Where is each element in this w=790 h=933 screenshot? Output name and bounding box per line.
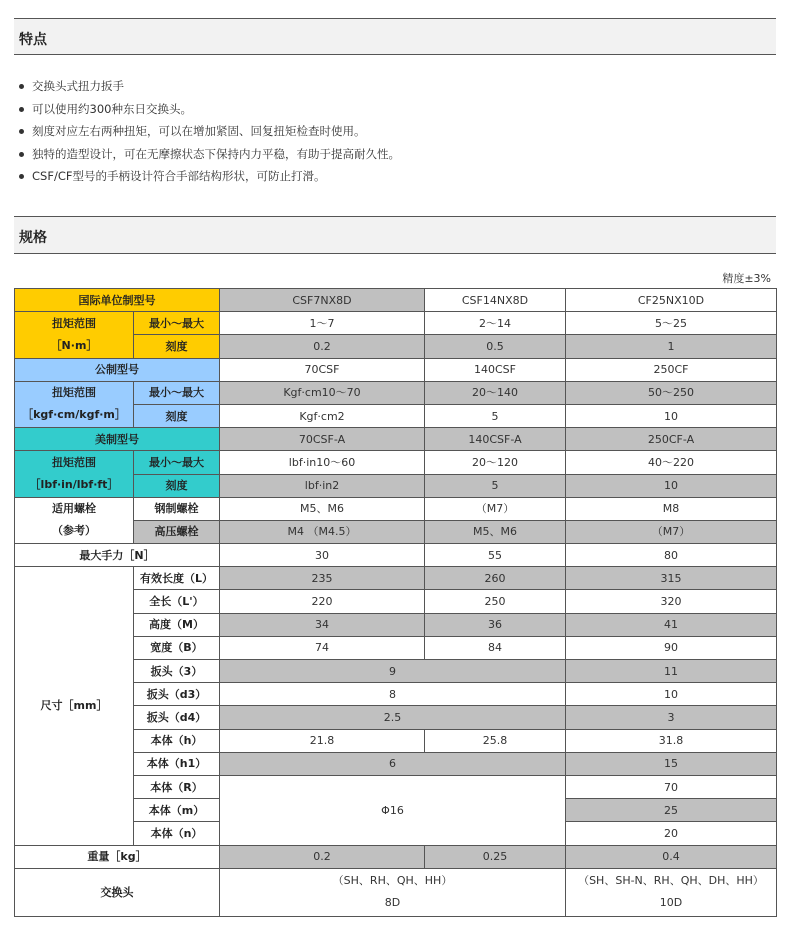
- table-cell: 10: [566, 474, 777, 497]
- table-cell: 10: [566, 404, 777, 427]
- table-cell: 8: [220, 683, 566, 706]
- table-cell: （M7）: [425, 497, 566, 520]
- features-section-header: [14, 18, 776, 55]
- exchange-cell-8d: [220, 868, 566, 916]
- table-cell: 41: [566, 613, 777, 636]
- unit-label-text: ［lbf·in/lbf·ft］: [29, 478, 119, 491]
- table-cell: M5、M6: [425, 520, 566, 543]
- table-cell: CF25NX10D: [566, 289, 777, 312]
- table-cell: 250CF-A: [566, 428, 777, 451]
- si-range-label: [15, 312, 134, 358]
- table-row: [15, 289, 777, 312]
- table-cell: 1～7: [220, 312, 425, 335]
- dim-label: 本体（n）: [134, 822, 220, 845]
- dim-label: 扳头（3）: [134, 660, 220, 683]
- dim-label: 本体（h1）: [134, 752, 220, 775]
- feature-item: 可以使用约300种东日交换头。: [14, 101, 400, 124]
- table-cell: 2.5: [220, 706, 566, 729]
- range-label-text: 扭矩范围: [52, 386, 96, 400]
- unit-label-text: ［N·m］: [50, 338, 98, 352]
- weight-label: 重量［kg］: [15, 845, 220, 868]
- table-cell: 30: [220, 544, 425, 567]
- bolt-ref-text: （参考）: [52, 524, 96, 538]
- us-model-label: 美制型号: [15, 428, 220, 451]
- table-cell: 3: [566, 706, 777, 729]
- table-cell: 55: [425, 544, 566, 567]
- dim-label: 扳头（d4）: [134, 706, 220, 729]
- metric-model-label: 公制型号: [15, 358, 220, 381]
- grad-label: 刻度: [134, 335, 220, 358]
- table-cell: 74: [220, 636, 425, 659]
- table-row: [15, 428, 777, 451]
- us-range-label: [15, 451, 134, 497]
- table-cell: 10: [566, 683, 777, 706]
- dim-label: 全长（L'）: [134, 590, 220, 613]
- exchange-size-text: 8D: [384, 896, 401, 910]
- table-cell: 140CSF-A: [425, 428, 566, 451]
- table-cell: 84: [425, 636, 566, 659]
- minmax-label: 最小～最大: [134, 381, 220, 404]
- dim-label: 本体（h）: [134, 729, 220, 752]
- dim-label: 宽度（B）: [134, 636, 220, 659]
- dim-label: 高度（M）: [134, 613, 220, 636]
- table-cell: 40～220: [566, 451, 777, 474]
- table-cell: 315: [566, 567, 777, 590]
- table-cell: Kgf·cm2: [220, 404, 425, 427]
- table-cell: Kgf·cm10～70: [220, 381, 425, 404]
- bolt-label-text: 适用螺栓: [52, 502, 96, 516]
- table-cell: 21.8: [220, 729, 425, 752]
- table-cell: 6: [220, 752, 566, 775]
- exchange-label: 交换头: [15, 868, 220, 916]
- exchange-heads-text: （SH、RH、QH、HH）: [332, 874, 453, 888]
- table-cell: 25: [566, 799, 777, 822]
- table-cell: 25.8: [425, 729, 566, 752]
- metric-range-label: [15, 381, 134, 427]
- specs-section-header: [14, 216, 776, 254]
- table-cell: 0.4: [566, 845, 777, 868]
- steel-bolt-label: 钢制螺栓: [134, 497, 220, 520]
- table-cell: 250: [425, 590, 566, 613]
- table-cell: 250CF: [566, 358, 777, 381]
- table-cell: 70CSF-A: [220, 428, 425, 451]
- table-cell: 90: [566, 636, 777, 659]
- table-cell: 2～14: [425, 312, 566, 335]
- max-force-label: 最大手力［N］: [15, 544, 220, 567]
- table-cell: 15: [566, 752, 777, 775]
- range-label-text: 扭矩范围: [52, 316, 96, 330]
- table-cell: 31.8: [566, 729, 777, 752]
- dim-label: 本体（R）: [134, 775, 220, 798]
- dim-label: 有效长度（L）: [134, 567, 220, 590]
- table-row: [15, 451, 777, 474]
- table-cell: CSF14NX8D: [425, 289, 566, 312]
- exchange-heads-text: （SH、SH-N、RH、QH、DH、HH）: [578, 874, 764, 888]
- table-cell: 50～250: [566, 381, 777, 404]
- table-cell: M5、M6: [220, 497, 425, 520]
- table-cell: 0.25: [425, 845, 566, 868]
- dims-label: 尺寸［mm］: [15, 567, 134, 845]
- table-cell: 220: [220, 590, 425, 613]
- feature-list: [14, 78, 400, 191]
- dim-label: 扳头（d3）: [134, 683, 220, 706]
- exchange-size-text: 10D: [659, 896, 683, 910]
- table-cell: 235: [220, 567, 425, 590]
- table-cell: lbf·in2: [220, 474, 425, 497]
- table-cell: 0.5: [425, 335, 566, 358]
- grad-label: 刻度: [134, 474, 220, 497]
- precision-note: 精度±3%: [722, 272, 771, 285]
- table-cell: 5～25: [566, 312, 777, 335]
- table-cell: Φ16: [220, 775, 566, 845]
- feature-item: CSF/CF型号的手柄设计符合手部结构形状，可防止打滑。: [14, 168, 400, 191]
- table-row: [15, 544, 777, 567]
- table-cell: 20～140: [425, 381, 566, 404]
- specs-title: 规格: [19, 230, 47, 246]
- feature-item: 交换头式扭力扳手: [14, 78, 400, 101]
- feature-item: 独特的造型设计，可在无摩擦状态下保持内力平稳，有助于提高耐久性。: [14, 146, 400, 169]
- table-cell: lbf·in10～60: [220, 451, 425, 474]
- bolt-label: [15, 497, 134, 543]
- table-row: [15, 868, 777, 916]
- table-cell: 34: [220, 613, 425, 636]
- table-cell: 0.2: [220, 845, 425, 868]
- table-row: [15, 567, 777, 590]
- table-cell: 140CSF: [425, 358, 566, 381]
- table-cell: 260: [425, 567, 566, 590]
- table-cell: 320: [566, 590, 777, 613]
- dim-label: 本体（m）: [134, 799, 220, 822]
- table-row: [15, 312, 777, 335]
- table-cell: 70CSF: [220, 358, 425, 381]
- table-cell: 36: [425, 613, 566, 636]
- table-cell: 5: [425, 404, 566, 427]
- exchange-cell-10d: [566, 868, 777, 916]
- hp-bolt-label: 高压螺栓: [134, 520, 220, 543]
- table-row: [15, 497, 777, 520]
- table-row: [15, 358, 777, 381]
- grad-label: 刻度: [134, 404, 220, 427]
- table-row: [15, 845, 777, 868]
- minmax-label: 最小～最大: [134, 451, 220, 474]
- table-cell: CSF7NX8D: [220, 289, 425, 312]
- table-cell: M8: [566, 497, 777, 520]
- si-model-label: 国际单位制型号: [15, 289, 220, 312]
- features-title: 特点: [19, 32, 47, 48]
- minmax-label: 最小～最大: [134, 312, 220, 335]
- table-cell: 80: [566, 544, 777, 567]
- feature-item: 刻度对应左右两种扭矩，可以在增加紧固、回复扭矩检查时使用。: [14, 123, 400, 146]
- table-cell: 11: [566, 660, 777, 683]
- table-cell: 20～120: [425, 451, 566, 474]
- table-cell: 20: [566, 822, 777, 845]
- table-cell: 70: [566, 775, 777, 798]
- table-cell: M4 （M4.5）: [220, 520, 425, 543]
- table-cell: 5: [425, 474, 566, 497]
- table-cell: 0.2: [220, 335, 425, 358]
- table-cell: （M7）: [566, 520, 777, 543]
- unit-label-text: ［kgf·cm/kgf·m］: [22, 408, 126, 422]
- range-label-text: 扭矩范围: [52, 456, 96, 469]
- table-cell: 1: [566, 335, 777, 358]
- table-row: [15, 381, 777, 404]
- table-cell: 9: [220, 660, 566, 683]
- spec-table: [14, 288, 777, 917]
